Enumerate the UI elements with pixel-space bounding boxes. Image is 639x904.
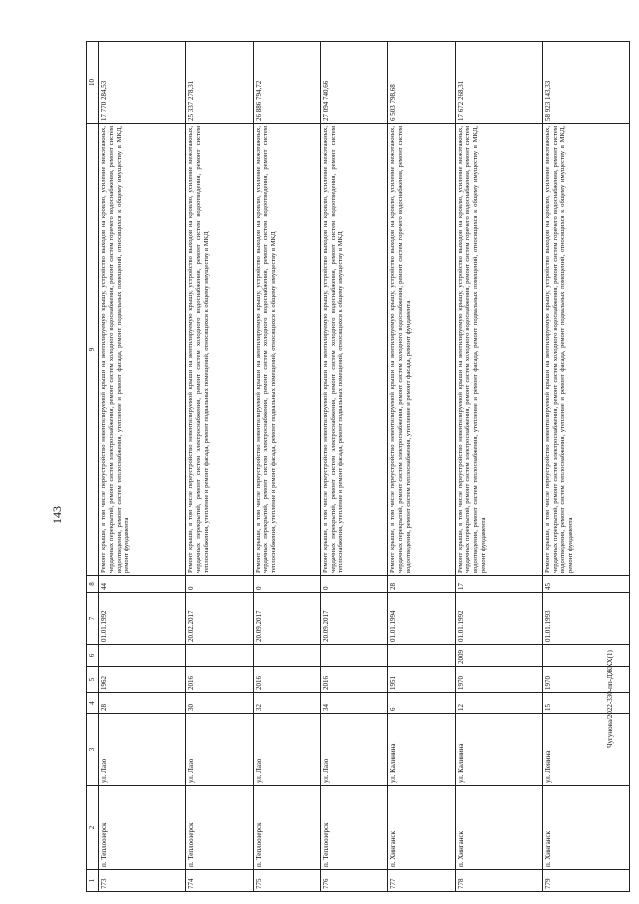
header-cell: 3: [87, 714, 99, 786]
row-number: 777: [388, 870, 455, 892]
cost: 17 672 268,31: [455, 42, 542, 124]
works-description: Ремонт крыши, в том числе переустройство невентилируемой крыши на вентилируемую крышу, устройство выходов на кровлю, усиление межэтажных, чердачных перекрытий, ремонт систем электроснабжения, ремонт систем холодного водоснабжения, ремонт систем горячего водоснабжения, ремонт систем водоотведения, ремонт систем теплоснабжения, утепление и ремонт фасада, ремонт фундамента: [388, 124, 455, 576]
header-cell: 2: [87, 786, 99, 870]
works-description: Ремонт крыши, в том числе переустройство невентилируемой крыши на вентилируемую крышу, устройство выходов на кровлю, усиление межэтажных, чердачных перекрытий, ремонт систем электроснабжения, ремонт систем холодного водоснабжения, ремонт систем водоотведения, ремонт систем теплоснабжения, утепление и ремонт фасада, ремонт подвальных помещений, относящихся к общему имуществу в МКД: [186, 124, 253, 576]
rotated-sheet: [86, 42, 630, 892]
table-row: [542, 42, 629, 892]
build-year: 2016: [186, 667, 253, 693]
cost: 27 094 740,66: [320, 42, 387, 124]
build-year: 1970: [542, 667, 629, 693]
street: ул. Ленина: [542, 714, 629, 786]
settlement: п. Теплоозерск: [186, 786, 253, 870]
header-cell: 4: [87, 693, 99, 714]
row-number: 773: [99, 870, 186, 892]
renovation-year: [253, 645, 320, 667]
renovation-year: [186, 645, 253, 667]
header-row: [87, 42, 99, 892]
row-number: 776: [320, 870, 387, 892]
house-number: 30: [186, 693, 253, 714]
count: 0: [253, 576, 320, 593]
header-cell: 5: [87, 667, 99, 693]
repair-table: [86, 41, 630, 892]
table-row: [320, 42, 387, 892]
date: 20.09.2017: [253, 593, 320, 645]
renovation-year: [320, 645, 387, 667]
street: ул. Лазо: [99, 714, 186, 786]
header-cell: 10: [87, 42, 99, 124]
build-year: 1951: [388, 667, 455, 693]
settlement: п. Теплоозерск: [253, 786, 320, 870]
build-year: 2016: [253, 667, 320, 693]
cost: 25 337 278,31: [186, 42, 253, 124]
settlement: п. Хинганск: [388, 786, 455, 870]
header-cell: 8: [87, 576, 99, 593]
works-description: Ремонт крыши, в том числе переустройство невентилируемой крыши на вентилируемую крышу, устройство выходов на кровлю, усиление межэтажных, чердачных перекрытий, ремонт систем электроснабжения, ремонт систем холодного водоснабжения, ремонт систем горячего водоснабжения, ремонт систем водоотведения, ремонт систем теплоснабжения, утепление и ремонт фасада, ремонт подвальных помещений, относящихся к общему имуществу в МКД, ремонт фундамента: [455, 124, 542, 576]
table-row: [186, 42, 253, 892]
house-number: 15: [542, 693, 629, 714]
settlement: п. Теплоозерск: [320, 786, 387, 870]
build-year: 2016: [320, 667, 387, 693]
table-row: [455, 42, 542, 892]
street: ул. Калинина: [388, 714, 455, 786]
header-cell: 7: [87, 593, 99, 645]
works-description: Ремонт крыши, в том числе переустройство невентилируемой крыши на вентилируемую крышу, устройство выходов на кровлю, усиление межэтажных, чердачных перекрытий, ремонт систем электроснабжения, ремонт систем холодного водоснабжения, ремонт систем горячего водоснабжения, ремонт систем водоотведения, ремонт систем теплоснабжения, утепление и ремонт фасада, ремонт подвальных помещений, относящихся к общему имуществу в МКД, ремонт фундамента: [99, 124, 186, 576]
street: ул. Лазо: [320, 714, 387, 786]
count: 28: [388, 576, 455, 593]
table-row: [388, 42, 455, 892]
date: 01.01.1992: [99, 593, 186, 645]
header-cell: 1: [87, 870, 99, 892]
count: 17: [455, 576, 542, 593]
renovation-year: [542, 645, 629, 667]
settlement: п. Теплоозерск: [99, 786, 186, 870]
house-number: 12: [455, 693, 542, 714]
page-number: 143: [50, 506, 64, 524]
header-cell: 9: [87, 124, 99, 576]
document-stamp: Чугунова/2022-330-пп-ДЖКХ(1): [606, 650, 614, 748]
house-number: 6: [388, 693, 455, 714]
street: ул. Лазо: [253, 714, 320, 786]
settlement: п. Хинганск: [455, 786, 542, 870]
works-description: Ремонт крыши, в том числе переустройство невентилируемой крыши на вентилируемую крышу, устройство выходов на кровлю, усиление межэтажных, чердачных перекрытий, ремонт систем электроснабжения, ремонт систем холодного водоснабжения, ремонт систем водоотведения, ремонт систем теплоснабжения, утепление и ремонт фасада, ремонт подвальных помещений, относящихся к общему имуществу в МКД: [320, 124, 387, 576]
cost: 17 770 284,53: [99, 42, 186, 124]
settlement: п. Хинганск: [542, 786, 629, 870]
house-number: 28: [99, 693, 186, 714]
cost: 58 923 143,33: [542, 42, 629, 124]
street: ул. Лазо: [186, 714, 253, 786]
date: 01.01.1993: [542, 593, 629, 645]
works-description: Ремонт крыши, в том числе переустройство невентилируемой крыши на вентилируемую крышу, устройство выходов на кровлю, усиление межэтажных, чердачных перекрытий, ремонт систем электроснабжения, ремонт систем холодного водоснабжения, ремонт систем горячего водоснабжения, ремонт систем водоотведения, ремонт систем теплоснабжения, утепление и ремонт фасада, ремонт подвальных помещений, относящихся к общему имуществу в МКД, ремонт фундамента: [542, 124, 629, 576]
build-year: 1970: [455, 667, 542, 693]
row-number: 774: [186, 870, 253, 892]
works-description: Ремонт крыши, в том числе переустройство невентилируемой крыши на вентилируемую крышу, устройство выходов на кровлю, усиление межэтажных, чердачных перекрытий, ремонт систем электроснабжения, ремонт систем холодного водоснабжения, ремонт систем водоотведения, ремонт систем теплоснабжения, утепление и ремонт фасада, ремонт подвальных помещений, относящихся к общему имуществу в МКД: [253, 124, 320, 576]
header-cell: 6: [87, 645, 99, 667]
date: 20.09.2017: [320, 593, 387, 645]
street: ул. Калинина: [455, 714, 542, 786]
renovation-year: [99, 645, 186, 667]
date: 01.01.1994: [388, 593, 455, 645]
house-number: 34: [320, 693, 387, 714]
table-row: [253, 42, 320, 892]
house-number: 32: [253, 693, 320, 714]
build-year: 1962: [99, 667, 186, 693]
count: 45: [542, 576, 629, 593]
row-number: 779: [542, 870, 629, 892]
count: 0: [186, 576, 253, 593]
row-number: 775: [253, 870, 320, 892]
count: 0: [320, 576, 387, 593]
table-row: [99, 42, 186, 892]
date: 01.01.1992: [455, 593, 542, 645]
date: 20.02.2017: [186, 593, 253, 645]
row-number: 778: [455, 870, 542, 892]
renovation-year: [388, 645, 455, 667]
count: 44: [99, 576, 186, 593]
cost: 26 886 794,72: [253, 42, 320, 124]
cost: 6 503 798,68: [388, 42, 455, 124]
renovation-year: 2009: [455, 645, 542, 667]
